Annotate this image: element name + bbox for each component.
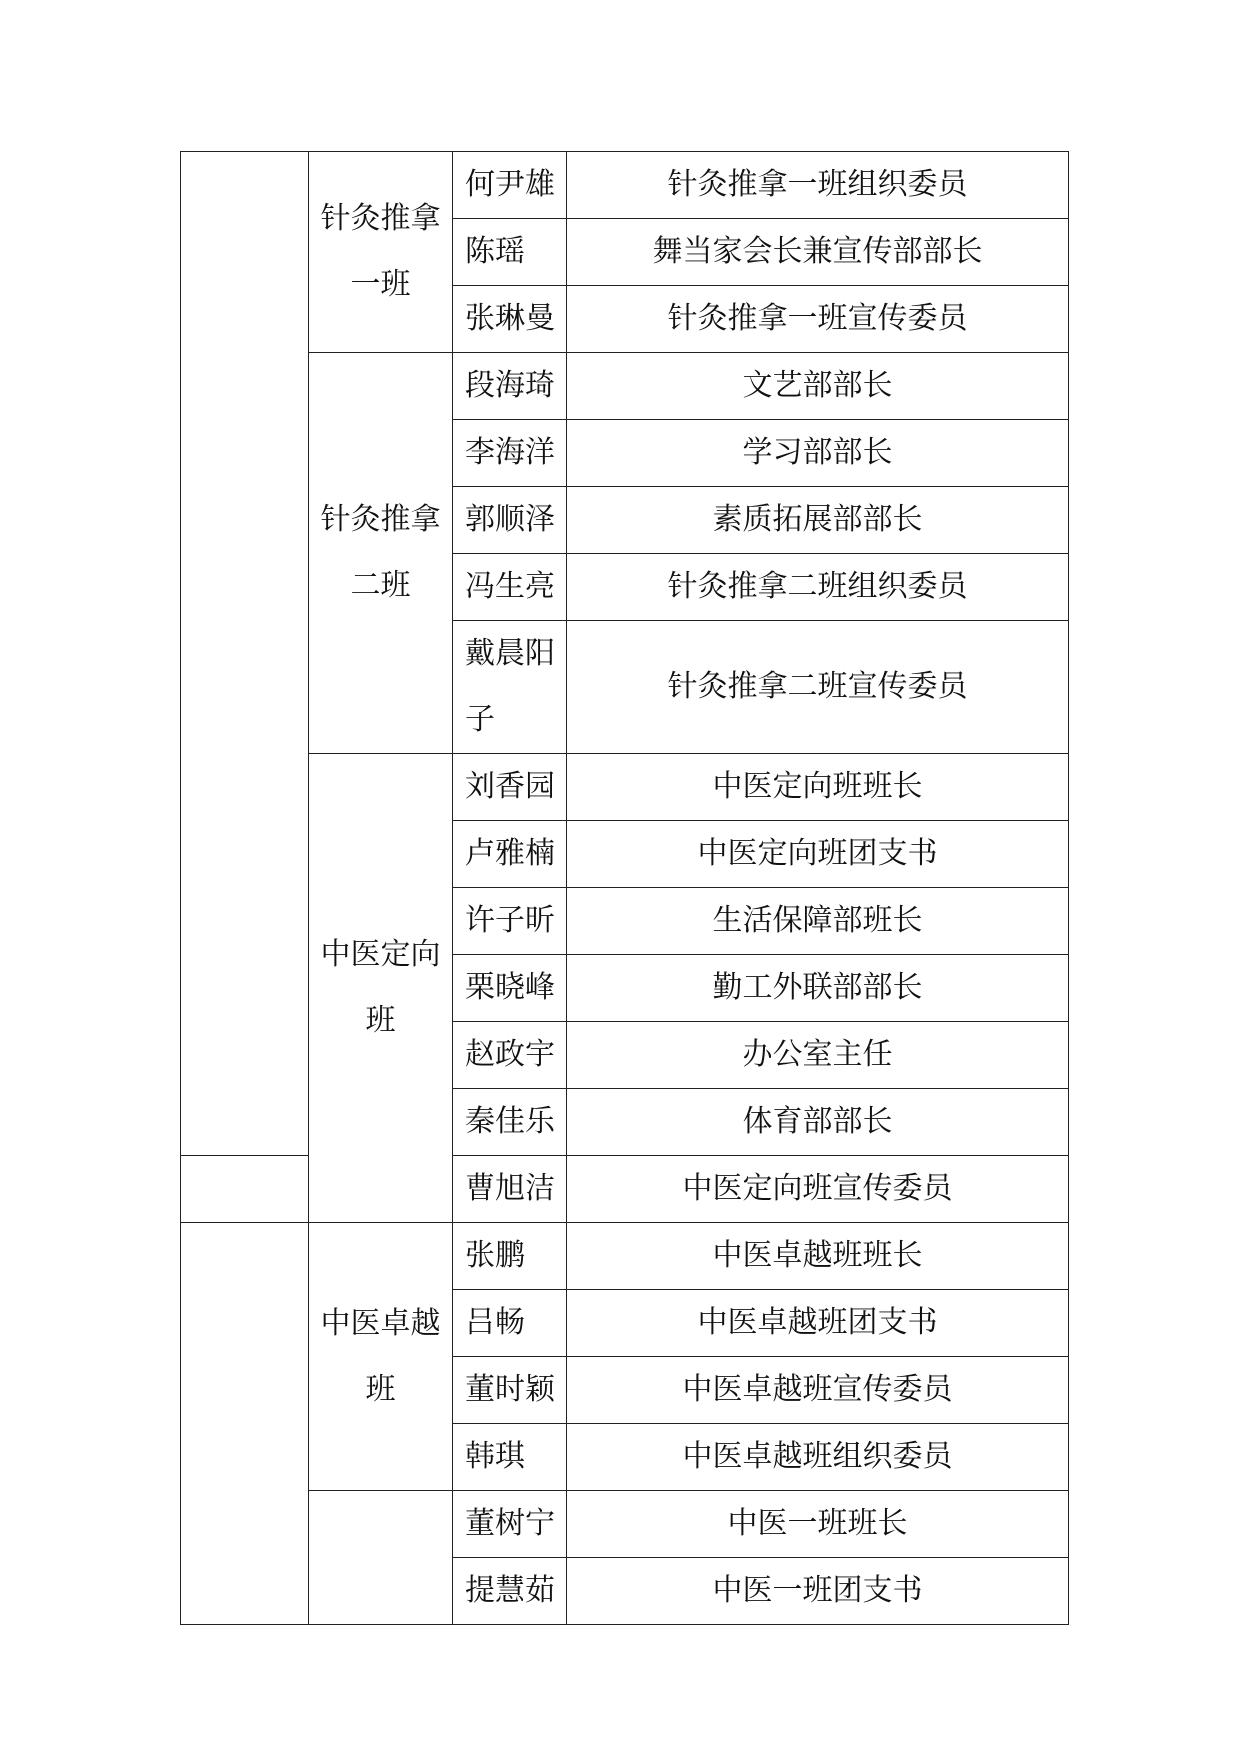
member-role: 针灸推拿二班组织委员	[567, 554, 1069, 621]
member-name: 张鹏	[453, 1223, 567, 1290]
member-role: 体育部部长	[567, 1089, 1069, 1156]
member-role: 舞当家会长兼宣传部部长	[567, 219, 1069, 286]
member-name: 秦佳乐	[453, 1089, 567, 1156]
member-role: 中医定向班班长	[567, 754, 1069, 821]
member-name: 何尹雄	[453, 152, 567, 219]
class-name: 中医卓越班	[320, 1305, 441, 1407]
member-name: 卢雅楠	[453, 821, 567, 888]
table-row	[181, 152, 1069, 219]
member-name: 李海洋	[453, 420, 567, 487]
class-name: 针灸推拿一班	[320, 201, 441, 302]
member-role: 中医一班团支书	[567, 1558, 1069, 1625]
member-name: 陈瑶	[453, 219, 567, 286]
member-name: 张琳曼	[453, 286, 567, 353]
category-cell	[181, 1156, 309, 1223]
member-name: 韩琪	[453, 1424, 567, 1491]
member-name-cell	[453, 621, 567, 754]
member-name: 栗晓峰	[453, 955, 567, 1022]
roster-table	[180, 151, 1069, 1625]
class-name-cell	[309, 152, 453, 353]
table-row	[181, 1491, 1069, 1558]
member-role: 针灸推拿一班宣传委员	[567, 286, 1069, 353]
member-name: 许子昕	[453, 888, 567, 955]
member-role: 学习部部长	[567, 420, 1069, 487]
member-role: 针灸推拿二班宣传委员	[567, 621, 1069, 754]
table-row	[181, 754, 1069, 821]
member-name: 刘香园	[453, 754, 567, 821]
class-name-cell	[309, 1491, 453, 1625]
class-name: 针灸推拿二班	[320, 502, 441, 603]
member-name: 吕畅	[453, 1290, 567, 1357]
member-role: 中医定向班宣传委员	[567, 1156, 1069, 1223]
table-row	[181, 353, 1069, 420]
member-name: 冯生亮	[453, 554, 567, 621]
member-role: 办公室主任	[567, 1022, 1069, 1089]
member-role: 中医卓越班班长	[567, 1223, 1069, 1290]
member-role: 生活保障部班长	[567, 888, 1069, 955]
member-name: 段海琦	[453, 353, 567, 420]
member-role: 针灸推拿一班组织委员	[567, 152, 1069, 219]
member-name: 曹旭洁	[453, 1156, 567, 1223]
member-name: 董时颖	[453, 1357, 567, 1424]
member-name: 郭顺泽	[453, 487, 567, 554]
member-name: 提慧茹	[453, 1558, 567, 1625]
member-role: 中医定向班团支书	[567, 821, 1069, 888]
member-name: 董树宁	[453, 1491, 567, 1558]
class-name-cell	[309, 754, 453, 1223]
member-role: 中医一班班长	[567, 1491, 1069, 1558]
class-name: 中医定向班	[320, 937, 441, 1038]
table-row	[181, 1223, 1069, 1290]
class-name-cell	[309, 353, 453, 754]
member-role: 勤工外联部部长	[567, 955, 1069, 1022]
class-name-cell	[309, 1223, 453, 1491]
member-role: 素质拓展部部长	[567, 487, 1069, 554]
member-role: 中医卓越班团支书	[567, 1290, 1069, 1357]
category-cell	[181, 1223, 309, 1625]
member-role: 文艺部部长	[567, 353, 1069, 420]
member-role: 中医卓越班宣传委员	[567, 1357, 1069, 1424]
category-cell	[181, 152, 309, 1156]
member-name: 赵政宇	[453, 1022, 567, 1089]
member-role: 中医卓越班组织委员	[567, 1424, 1069, 1491]
member-name: 戴晨阳子	[465, 636, 555, 737]
